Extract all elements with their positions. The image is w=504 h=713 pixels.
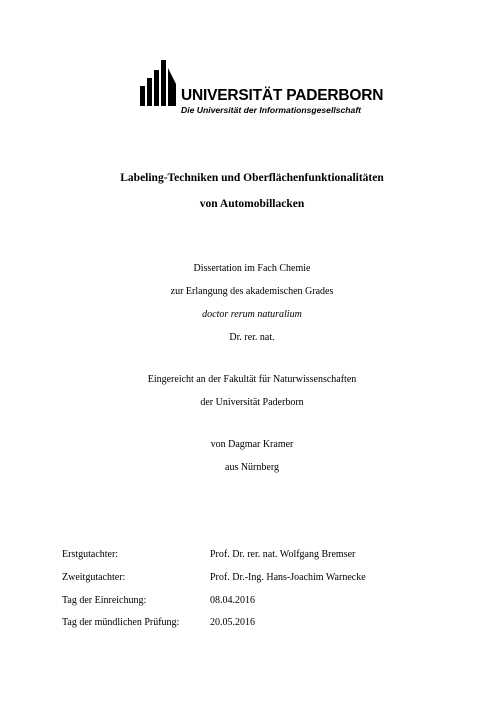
second-reviewer-value: Prof. Dr.-Ing. Hans-Joachim Warnecke xyxy=(210,572,366,583)
oral-exam-date-label: Tag der mündlichen Prüfung: xyxy=(62,617,180,628)
university-name: UNIVERSITÄT PADERBORN xyxy=(181,87,384,104)
degree-line-3: doctor rerum naturalium xyxy=(202,309,302,320)
thesis-title-line-1: Labeling-Techniken und Oberflächenfunktionalitäten xyxy=(120,172,384,184)
thesis-title-line-2: von Automobillacken xyxy=(199,198,305,210)
author-line-2: aus Nürnberg xyxy=(225,462,279,473)
degree-line-4: Dr. rer. nat. xyxy=(229,332,275,343)
oral-exam-date-value: 20.05.2016 xyxy=(210,617,255,628)
submission-line-1: Eingereicht an der Fakultät für Naturwissenschaften xyxy=(147,374,357,385)
university-logo-mark-icon xyxy=(140,58,180,108)
first-reviewer-label: Erstgutachter: xyxy=(62,549,119,560)
first-reviewer-value: Prof. Dr. rer. nat. Wolfgang Bremser xyxy=(210,549,356,560)
author-line-1: von Dagmar Kramer xyxy=(210,439,294,450)
submission-date-label: Tag der Einreichung: xyxy=(62,595,147,606)
university-logo xyxy=(140,58,384,124)
submission-date-value: 08.04.2016 xyxy=(210,595,255,606)
degree-line-1: Dissertation im Fach Chemie xyxy=(193,263,311,274)
submission-line-2: der Universität Paderborn xyxy=(200,397,304,408)
degree-line-2: zur Erlangung des akademischen Grades xyxy=(170,286,334,297)
second-reviewer-label: Zweitgutachter: xyxy=(62,572,126,583)
university-subtitle: Die Universität der Informationsgesellschaft xyxy=(181,105,362,115)
